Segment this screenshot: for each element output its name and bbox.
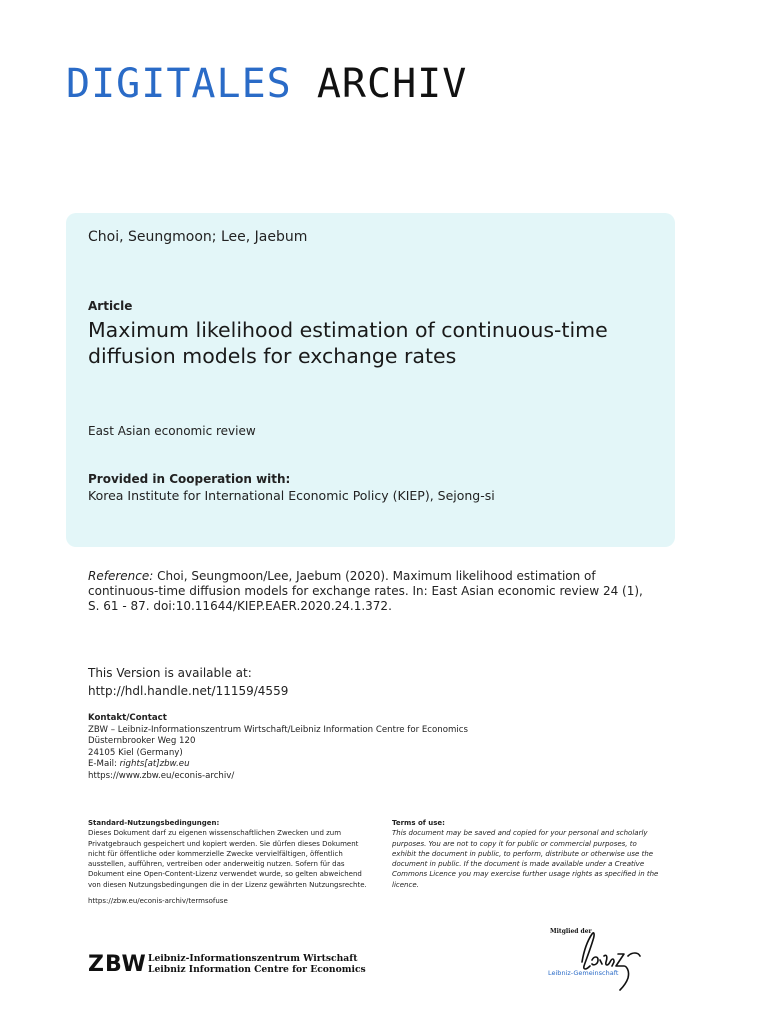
document-type: Article [88,299,133,313]
document-title: Maximum likelihood estimation of continuous-time diffusion models for exchange rates [88,318,608,368]
terms-german [88,818,368,906]
reference-text: Choi, Seungmoon/Lee, Jaebum (2020). Maximum likelihood estimation of continuous-time diffusion models for exchange rates. In: East Asian economic review 24 (1), S. 61 - 87. doi:10.11644/KIEP.EAER.2020.24.1.372. [88,569,643,613]
contact-institution: ZBW – Leibniz-Informationszentrum Wirtschaft/Leibniz Information Centre for Economics [88,724,468,735]
leibniz-gemeinschaft-label: Leibniz-Gemeinschaft [548,969,619,977]
terms-english [392,818,662,890]
contact-url-link[interactable]: https://www.zbw.eu/econis-archiv/ [88,770,235,781]
logo-part-digitales: DIGITALES [66,61,292,107]
contact-street: Düsternbrooker Weg 120 [88,736,196,747]
zbw-name [148,953,366,975]
leibniz-signature-icon [548,926,658,998]
version-block [88,664,288,700]
cooperation-label: Provided in Cooperation with: [88,472,291,486]
leibniz-logo [548,926,658,998]
leibniz-member-label: Mitglied der [550,928,592,935]
contact-heading: Kontakt/Contact [88,713,167,723]
authors: Choi, Seungmoon; Lee, Jaebum [88,229,308,245]
email-link[interactable]: rights[at]zbw.eu [119,759,190,770]
version-label: This Version is available at: [88,666,252,680]
contact-email-line [88,759,468,771]
terms-german-heading: Standard-Nutzungsbedingungen: [88,819,220,827]
record-panel [66,213,675,547]
zbw-name-english: Leibniz Information Centre for Economics [148,964,366,975]
terms-english-body: This document may be saved and copied for your personal and scholarly purposes. You are not to copy it for public or commercial purposes, to exhibit the document in public, to perform, distribute or otherwise use the document in public. If the document is made available under a Creative Commons Licence you may exercise further usage rights as specified in the licence. [392,829,659,889]
reference-label: Reference: [88,569,154,583]
cooperation-institution: Korea Institute for International Economic Policy (KIEP), Sejong-si [88,488,495,503]
handle-link[interactable]: http://hdl.handle.net/11159/4559 [88,684,289,698]
terms-of-use-link[interactable]: https://zbw.eu/econis-archiv/termsofuse [88,897,228,906]
terms-english-heading: Terms of use: [392,819,445,827]
contact-city: 24105 Kiel (Germany) [88,747,183,758]
digitales-archiv-logo [66,61,468,107]
journal-name: East Asian economic review [88,424,256,438]
zbw-logo: ZBW [88,952,147,977]
terms-german-body: Dieses Dokument darf zu eigenen wissenschaftlichen Zwecken und zum Privatgebrauch gespeichert und kopiert werden. Sie dürfen dieses Dokument nicht für öffentliche oder kommerzielle Zwecke vervielfältigen, öffentlich ausstellen, aufführen, vertreiben oder anderweitig nutzen. Sofern für das Dokument eine Open-Content-Lizenz verwendet wurde, so gelten abweichend von diesen Nutzungsbedingungen die in der Lizenz gewährten Nutzungsrechte. [88,829,367,889]
reference-citation [88,569,648,614]
contact-block [88,713,468,783]
email-label: E-Mail: [88,759,120,770]
logo-part-archiv: ARCHIV [316,61,468,107]
zbw-name-german: Leibniz-Informationszentrum Wirtschaft [148,953,358,964]
